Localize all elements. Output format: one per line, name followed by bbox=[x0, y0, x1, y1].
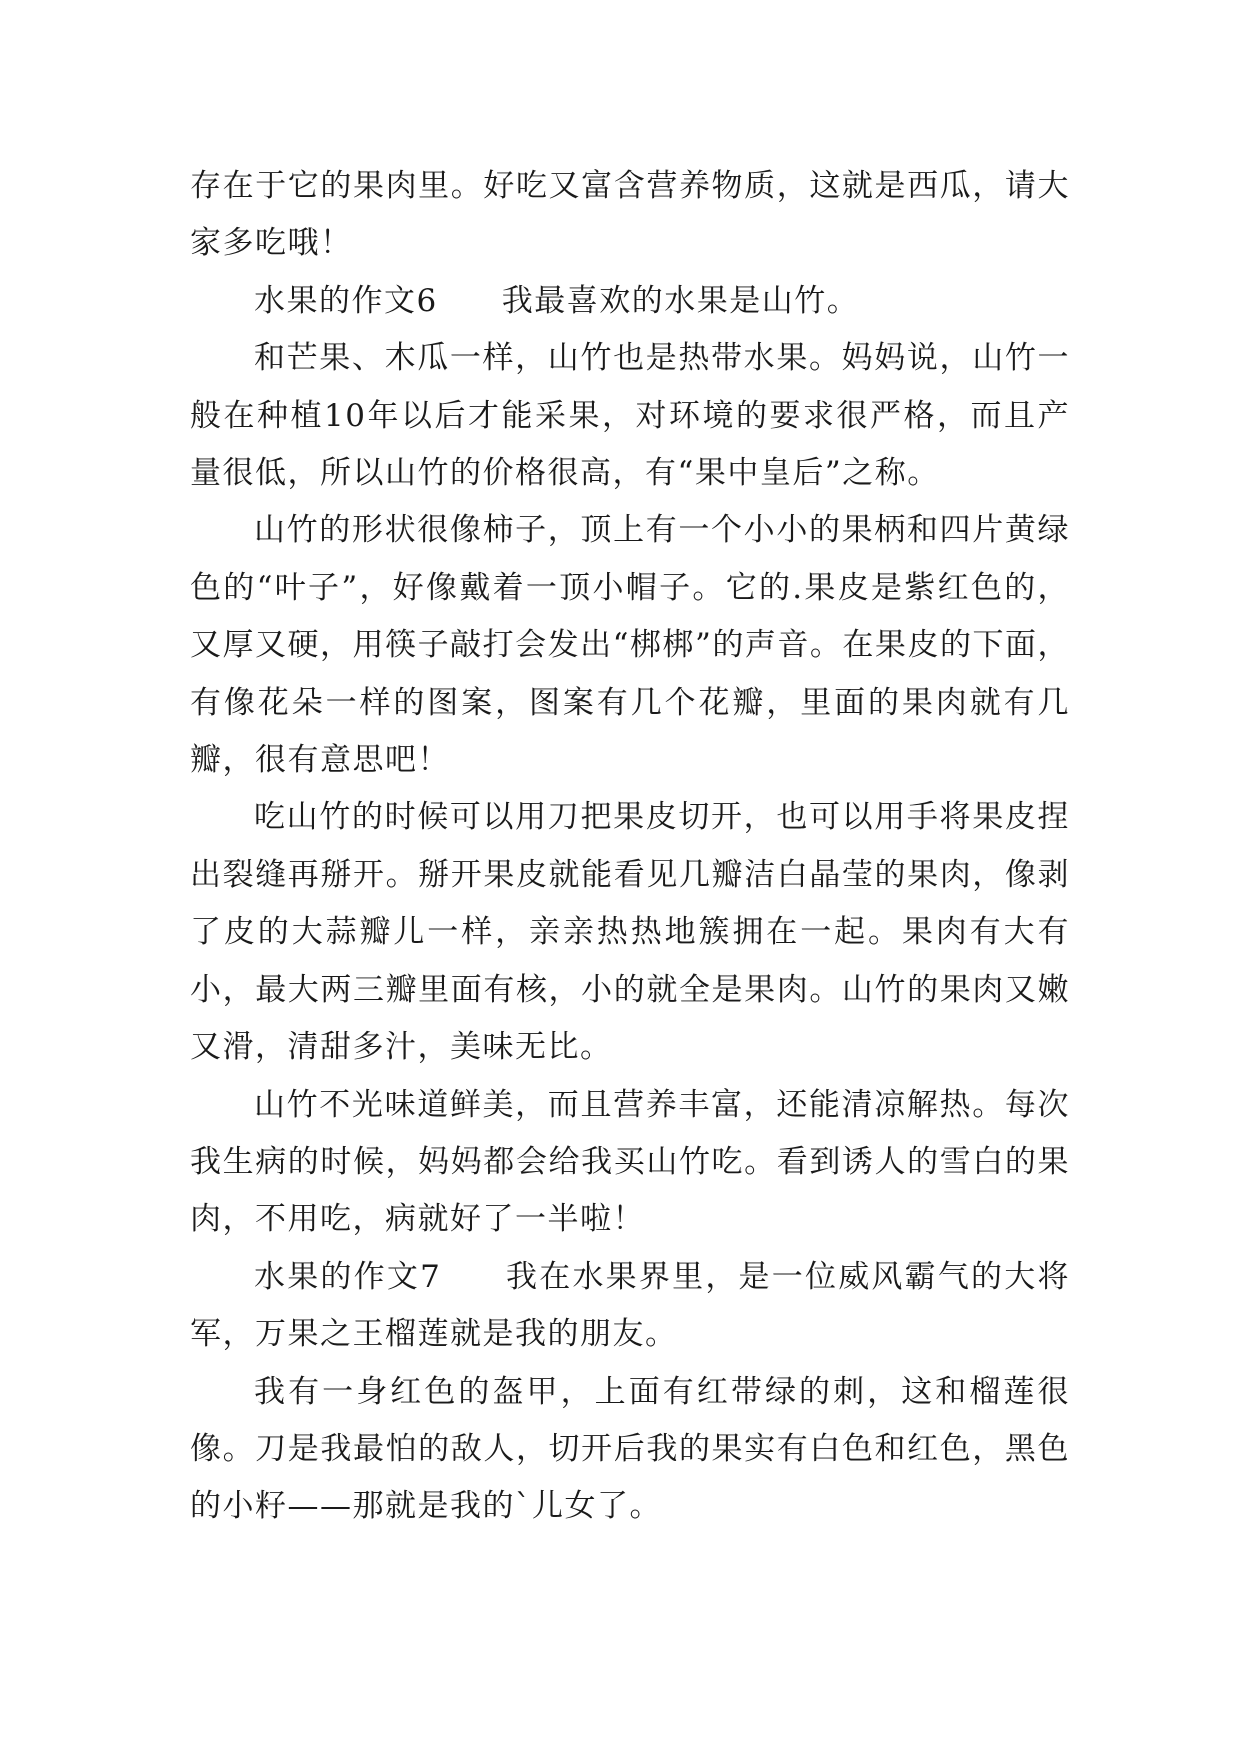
paragraph-mangosteen-tropical bbox=[190, 330, 1070, 502]
paragraph-text: 我最喜欢的水果是山竹。 bbox=[501, 282, 860, 319]
paragraph-text: 我有一身红色的盔甲，上面有红带绿的刺，这和榴莲很像。刀是我最怕的敌人，切开后我的果实有白色和红色，黑色的小籽——那就是我的`儿女了。 bbox=[190, 1373, 1070, 1525]
paragraph-text: 山竹不光味道鲜美，而且营养丰富，还能清凉解热。每次我生病的时候，妈妈都会给我买山竹吃。看到诱人的雪白的果肉，不用吃，病就好了一半啦！ bbox=[190, 1086, 1070, 1238]
paragraph-text: 和芒果、木瓜一样，山竹也是热带水果。妈妈说，山竹一般在种植10年以后才能采果，对环境的要求很严格，而且产量很低，所以山竹的价格很高，有“果中皇后”之称。 bbox=[190, 340, 1070, 492]
paragraph-essay-6-intro bbox=[190, 273, 1070, 330]
essay-heading-6: 水果的作文6 bbox=[254, 282, 438, 319]
document-body bbox=[190, 158, 1070, 1536]
paragraph-text: 存在于它的果肉里。好吃又富含营养物质，这就是西瓜，请大家多吃哦！ bbox=[190, 168, 1070, 262]
paragraph-text: 吃山竹的时候可以用刀把果皮切开，也可以用手将果皮捏出裂缝再掰开。掰开果皮就能看见几瓣洁白晶莹的果肉，像剥了皮的大蒜瓣儿一样，亲亲热热地簇拥在一起。果肉有大有小，最大两三瓣里面有核，小的就全是果肉。山竹的果肉又嫩又滑，清甜多汁，美味无比。 bbox=[190, 799, 1070, 1066]
paragraph-armor bbox=[190, 1364, 1070, 1536]
essay-heading-7: 水果的作文7 bbox=[254, 1258, 442, 1295]
paragraph-text: 我在水果界里，是一位威风霸气的大将军，万果之王榴莲就是我的朋友。 bbox=[190, 1258, 1070, 1353]
paragraph-essay-7-intro bbox=[190, 1249, 1070, 1364]
paragraph-mangosteen-shape bbox=[190, 502, 1070, 789]
paragraph-text: 山竹的形状很像柿子，顶上有一个小小的果柄和四片黄绿色的“叶子”，好像戴着一顶小帽子。它的.果皮是紫红色的，又厚又硬，用筷子敲打会发出“梆梆”的声音。在果皮的下面，有像花朵一样的图案，图案有几个花瓣，里面的果肉就有几瓣，很有意思吧！ bbox=[190, 512, 1070, 779]
paragraph-mangosteen-nutrition bbox=[190, 1077, 1070, 1249]
paragraph-watermelon-ending bbox=[190, 158, 1070, 273]
paragraph-mangosteen-eating bbox=[190, 789, 1070, 1076]
